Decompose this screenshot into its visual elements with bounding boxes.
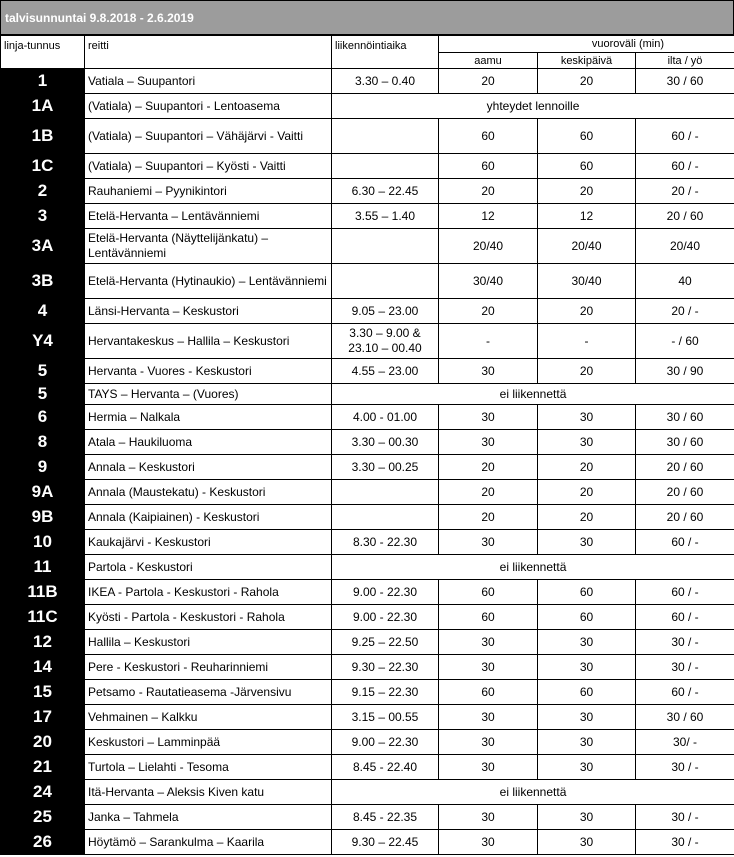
table-row	[1, 580, 734, 605]
table-title: talvisunnuntai 9.8.2018 - 2.6.2019	[0, 0, 734, 35]
table-row	[1, 530, 734, 555]
header-interval: vuoroväli (min)	[439, 36, 734, 53]
morning-interval: 60	[439, 680, 538, 705]
hours-cell: 8.45 - 22.35	[332, 805, 439, 830]
midday-interval: 60	[538, 680, 636, 705]
morning-interval: 30	[439, 705, 538, 730]
line-code: 1A	[1, 94, 85, 119]
route-cell: Annala – Keskustori	[85, 455, 332, 480]
hours-cell: 3.15 – 00.55	[332, 705, 439, 730]
route-cell: Petsamo - Rautatieasema -Järvensivu	[85, 680, 332, 705]
line-code: 15	[1, 680, 85, 705]
timetable	[0, 35, 734, 855]
morning-interval: 30	[439, 405, 538, 430]
hours-cell	[332, 154, 439, 179]
hours-cell: 3.30 – 00.25	[332, 455, 439, 480]
hours-cell	[332, 505, 439, 530]
evening-interval: 20 / 60	[636, 455, 734, 480]
route-cell: Länsi-Hervanta – Keskustori	[85, 299, 332, 324]
route-cell: Rauhaniemi – Pyynikintori	[85, 179, 332, 204]
hours-cell: 3.30 – 9.00 & 23.10 – 00.40	[332, 324, 439, 359]
morning-interval: 60	[439, 119, 538, 154]
evening-interval: 30 / -	[636, 655, 734, 680]
hours-cell: 9.30 – 22.30	[332, 655, 439, 680]
evening-interval: 40	[636, 264, 734, 299]
table-row	[1, 179, 734, 204]
header-evening: ilta / yö	[636, 53, 734, 69]
hours-cell: 8.30 - 22.30	[332, 530, 439, 555]
table-row	[1, 455, 734, 480]
line-code: 1B	[1, 119, 85, 154]
evening-interval: 60 / -	[636, 580, 734, 605]
route-cell: TAYS – Hervanta – (Vuores)	[85, 384, 332, 405]
route-cell: (Vatiala) – Suupantori – Kyösti - Vaitti	[85, 154, 332, 179]
route-cell: Vehmainen – Kalkku	[85, 705, 332, 730]
route-cell: Itä-Hervanta – Aleksis Kiven katu	[85, 780, 332, 805]
line-code: 3B	[1, 264, 85, 299]
table-row	[1, 119, 734, 154]
midday-interval: 30	[538, 830, 636, 855]
table-row	[1, 705, 734, 730]
table-row	[1, 324, 734, 359]
header-row	[1, 36, 734, 53]
morning-interval: 30	[439, 830, 538, 855]
route-cell: IKEA - Partola - Keskustori - Rahola	[85, 580, 332, 605]
table-row	[1, 154, 734, 179]
evening-interval: 30 / 60	[636, 405, 734, 430]
morning-interval: 60	[439, 580, 538, 605]
route-cell: Etelä-Hervanta (Näyttelijänkatu) – Lentävänniemi	[85, 229, 332, 264]
morning-interval: 20	[439, 505, 538, 530]
line-code: 2	[1, 179, 85, 204]
line-code: 1C	[1, 154, 85, 179]
morning-interval: 60	[439, 154, 538, 179]
line-code: Y4	[1, 324, 85, 359]
line-code: 10	[1, 530, 85, 555]
midday-interval: 30	[538, 530, 636, 555]
no-service-cell: yhteydet lennoille	[332, 94, 734, 119]
evening-interval: 20/40	[636, 229, 734, 264]
evening-interval: 20 / -	[636, 179, 734, 204]
route-cell: Hermia – Nalkala	[85, 405, 332, 430]
morning-interval: 30	[439, 530, 538, 555]
evening-interval: 30 / -	[636, 805, 734, 830]
evening-interval: 30 / -	[636, 830, 734, 855]
table-row	[1, 359, 734, 384]
line-code: 9	[1, 455, 85, 480]
line-code: 25	[1, 805, 85, 830]
line-code: 12	[1, 630, 85, 655]
header-morning: aamu	[439, 53, 538, 69]
table-row	[1, 505, 734, 530]
header-route: reitti	[85, 36, 332, 69]
table-row	[1, 680, 734, 705]
evening-interval: 20 / -	[636, 299, 734, 324]
route-cell: (Vatiala) – Suupantori – Vähäjärvi - Vaitti	[85, 119, 332, 154]
route-cell: Kyösti - Partola - Keskustori - Rahola	[85, 605, 332, 630]
evening-interval: 30 / 60	[636, 430, 734, 455]
line-code: 9A	[1, 480, 85, 505]
line-code: 8	[1, 430, 85, 455]
route-cell: Keskustori – Lamminpää	[85, 730, 332, 755]
morning-interval: 30	[439, 655, 538, 680]
hours-cell: 9.00 – 22.30	[332, 730, 439, 755]
table-row	[1, 755, 734, 780]
line-code: 26	[1, 830, 85, 855]
morning-interval: 30	[439, 359, 538, 384]
morning-interval: 30	[439, 430, 538, 455]
midday-interval: 60	[538, 154, 636, 179]
table-row	[1, 480, 734, 505]
evening-interval: 20 / 60	[636, 505, 734, 530]
hours-cell: 4.00 - 01.00	[332, 405, 439, 430]
midday-interval: 60	[538, 580, 636, 605]
midday-interval: 20	[538, 455, 636, 480]
midday-interval: 30	[538, 430, 636, 455]
hours-cell	[332, 264, 439, 299]
evening-interval: 30 / -	[636, 630, 734, 655]
evening-interval: 20 / 60	[636, 480, 734, 505]
midday-interval: 20	[538, 69, 636, 94]
line-code: 9B	[1, 505, 85, 530]
line-code: 11	[1, 555, 85, 580]
route-cell: Hervanta - Vuores - Keskustori	[85, 359, 332, 384]
hours-cell: 9.00 - 22.30	[332, 580, 439, 605]
header-hours: liikennöintiaika	[332, 36, 439, 69]
morning-interval: 20	[439, 480, 538, 505]
hours-cell: 9.05 – 23.00	[332, 299, 439, 324]
midday-interval: 30	[538, 655, 636, 680]
morning-interval: 30	[439, 805, 538, 830]
hours-cell: 9.15 – 22.30	[332, 680, 439, 705]
no-service-cell: ei liikennettä	[332, 384, 734, 405]
midday-interval: 60	[538, 119, 636, 154]
evening-interval: 60 / -	[636, 154, 734, 179]
hours-cell: 6.30 – 22.45	[332, 179, 439, 204]
morning-interval: 20	[439, 455, 538, 480]
morning-interval: 20	[439, 299, 538, 324]
line-code: 14	[1, 655, 85, 680]
morning-interval: 12	[439, 204, 538, 229]
evening-interval: - / 60	[636, 324, 734, 359]
route-cell: Höytämö – Sarankulma – Kaarila	[85, 830, 332, 855]
midday-interval: -	[538, 324, 636, 359]
route-cell: Annala (Kaipiainen) - Keskustori	[85, 505, 332, 530]
hours-cell: 8.45 - 22.40	[332, 755, 439, 780]
morning-interval: 60	[439, 605, 538, 630]
no-service-cell: ei liikennettä	[332, 780, 734, 805]
midday-interval: 30/40	[538, 264, 636, 299]
table-row	[1, 299, 734, 324]
hours-cell: 9.25 – 22.50	[332, 630, 439, 655]
hours-cell	[332, 480, 439, 505]
table-row	[1, 405, 734, 430]
hours-cell: 9.00 - 22.30	[332, 605, 439, 630]
route-cell: Kaukajärvi - Keskustori	[85, 530, 332, 555]
morning-interval: -	[439, 324, 538, 359]
hours-cell: 3.55 – 1.40	[332, 204, 439, 229]
evening-interval: 30/ -	[636, 730, 734, 755]
evening-interval: 60 / -	[636, 119, 734, 154]
hours-cell: 3.30 – 0.40	[332, 69, 439, 94]
morning-interval: 20	[439, 179, 538, 204]
evening-interval: 60 / -	[636, 530, 734, 555]
route-cell: Hallila – Keskustori	[85, 630, 332, 655]
table-row	[1, 204, 734, 229]
evening-interval: 30 / 60	[636, 69, 734, 94]
midday-interval: 30	[538, 805, 636, 830]
route-cell: Vatiala – Suupantori	[85, 69, 332, 94]
header-line: linja-tunnus	[1, 36, 85, 69]
table-row	[1, 605, 734, 630]
midday-interval: 20	[538, 480, 636, 505]
route-cell: Turtola – Lielahti - Tesoma	[85, 755, 332, 780]
table-row	[1, 94, 734, 119]
hours-cell	[332, 229, 439, 264]
line-code: 6	[1, 405, 85, 430]
line-code: 17	[1, 705, 85, 730]
table-row	[1, 69, 734, 94]
evening-interval: 30 / 90	[636, 359, 734, 384]
morning-interval: 30/40	[439, 264, 538, 299]
evening-interval: 60 / -	[636, 605, 734, 630]
midday-interval: 30	[538, 730, 636, 755]
line-code: 11C	[1, 605, 85, 630]
evening-interval: 30 / 60	[636, 705, 734, 730]
hours-cell: 3.30 – 00.30	[332, 430, 439, 455]
line-code: 3	[1, 204, 85, 229]
table-row	[1, 830, 734, 855]
morning-interval: 20	[439, 69, 538, 94]
header-midday: keskipäivä	[538, 53, 636, 69]
route-cell: Atala – Haukiluoma	[85, 430, 332, 455]
morning-interval: 30	[439, 730, 538, 755]
hours-cell	[332, 119, 439, 154]
route-cell: Janka – Tahmela	[85, 805, 332, 830]
midday-interval: 30	[538, 405, 636, 430]
evening-interval: 60 / -	[636, 680, 734, 705]
midday-interval: 12	[538, 204, 636, 229]
route-cell: (Vatiala) – Suupantori - Lentoasema	[85, 94, 332, 119]
hours-cell: 9.30 – 22.45	[332, 830, 439, 855]
table-row	[1, 630, 734, 655]
line-code: 1	[1, 69, 85, 94]
table-row	[1, 555, 734, 580]
midday-interval: 60	[538, 605, 636, 630]
route-cell: Pere - Keskustori - Reuharinniemi	[85, 655, 332, 680]
route-cell: Hervantakeskus – Hallila – Keskustori	[85, 324, 332, 359]
midday-interval: 20	[538, 299, 636, 324]
evening-interval: 30 / -	[636, 755, 734, 780]
table-row	[1, 780, 734, 805]
line-code: 21	[1, 755, 85, 780]
line-code: 5	[1, 384, 85, 405]
midday-interval: 30	[538, 630, 636, 655]
midday-interval: 20	[538, 179, 636, 204]
table-row	[1, 229, 734, 264]
morning-interval: 20/40	[439, 229, 538, 264]
table-row	[1, 384, 734, 405]
table-row	[1, 264, 734, 299]
line-code: 20	[1, 730, 85, 755]
line-code: 24	[1, 780, 85, 805]
table-row	[1, 730, 734, 755]
midday-interval: 30	[538, 755, 636, 780]
table-row	[1, 805, 734, 830]
route-cell: Etelä-Hervanta – Lentävänniemi	[85, 204, 332, 229]
line-code: 5	[1, 359, 85, 384]
route-cell: Annala (Maustekatu) - Keskustori	[85, 480, 332, 505]
route-cell: Partola - Keskustori	[85, 555, 332, 580]
midday-interval: 20	[538, 359, 636, 384]
midday-interval: 30	[538, 705, 636, 730]
line-code: 11B	[1, 580, 85, 605]
route-cell: Etelä-Hervanta (Hytinaukio) – Lentävänniemi	[85, 264, 332, 299]
line-code: 4	[1, 299, 85, 324]
morning-interval: 30	[439, 755, 538, 780]
midday-interval: 20	[538, 505, 636, 530]
table-row	[1, 655, 734, 680]
table-row	[1, 430, 734, 455]
morning-interval: 30	[439, 630, 538, 655]
midday-interval: 20/40	[538, 229, 636, 264]
line-code: 3A	[1, 229, 85, 264]
evening-interval: 20 / 60	[636, 204, 734, 229]
no-service-cell: ei liikennettä	[332, 555, 734, 580]
hours-cell: 4.55 – 23.00	[332, 359, 439, 384]
